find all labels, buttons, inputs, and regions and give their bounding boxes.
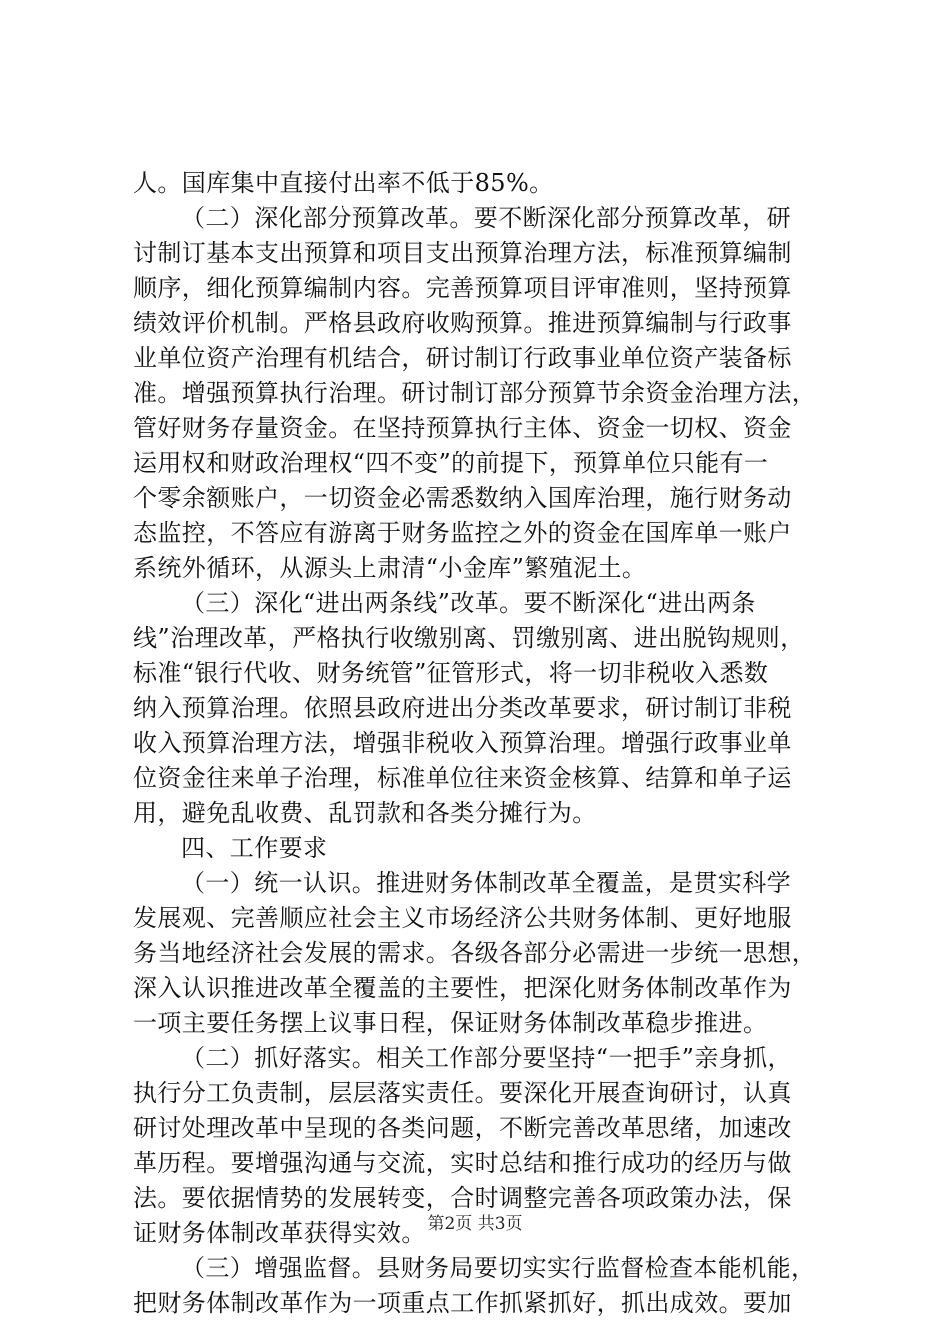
text-line: 位资金往来单子治理，标准单位往来资金核算、结算和单子运 [133,764,792,792]
text-line: 个零余额账户，一切资金必需悉数纳入国库治理，施行财务动 [133,484,792,512]
text-line: 一项主要任务摆上议事日程，保证财务体制改革稳步推进。 [133,1009,768,1037]
text-line: 标准“银行代收、财务统管”征管形式，将一切非税收入悉数 [133,659,769,687]
text-line: （三）深化“进出两条线”改革。要不断深化“进出两条 [181,589,756,617]
text-line: （二）抓好落实。相关工作部分要坚持“一把手”亲身抓， [181,1044,792,1072]
text-line: 讨制订基本支出预算和项目支出预算治理方法，标准预算编制 [133,239,792,267]
text-line: 人。国库集中直接付出率不低于85%。 [133,169,554,197]
text-line: 准。增强预算执行治理。研讨制订部分预算节余资金治理方法， [133,379,817,407]
text-line: （一）统一认识。推进财务体制改革全覆盖，是贯实科学 [181,869,791,897]
page-footer: 第2页 共3页 [427,1214,523,1234]
text-line: 务当地经济社会发展的需求。各级各部分必需进一步统一思想， [133,939,817,967]
text-line: 顺序，细化预算编制内容。完善预算项目评审准则，坚持预算 [133,274,792,302]
text-line: 把财务体制改革作为一项重点工作抓紧抓好，抓出成效。要加 [133,1289,792,1317]
text-line: 执行分工负责制，层层落实责任。要深化开展查询研讨，认真 [133,1079,792,1107]
document-body [133,166,833,1321]
text-line: 收入预算治理方法，增强非税收入预算治理。增强行政事业单 [133,729,792,757]
text-line: 四、工作要求 [181,834,328,862]
text-line: （三）增强监督。县财务局要切实实行监督检查本能机能， [181,1254,816,1282]
text-line: 线”治理改革，严格执行收缴别离、罚缴别离、进出脱钩规则， [133,624,805,652]
text-line: 绩效评价机制。严格县政府收购预算。推进预算编制与行政事 [133,309,792,337]
text-line: 研讨处理改革中呈现的各类问题，不断完善改革思绪，加速改 [133,1114,792,1142]
text-line: 管好财务存量资金。在坚持预算执行主体、资金一切权、资金 [133,414,792,442]
text-line: 发展观、完善顺应社会主义市场经济公共财务体制、更好地服 [133,904,792,932]
text-line: 业单位资产治理有机结合，研讨制订行政事业单位资产装备标 [133,344,792,372]
text-line: 革历程。要增强沟通与交流，实时总结和推行成功的经历与做 [133,1149,792,1177]
text-line: 证财务体制改革获得实效。 [133,1219,426,1247]
text-line: 用，避免乱收费、乱罚款和各类分摊行为。 [133,799,597,827]
text-line: 深入认识推进改革全覆盖的主要性，把深化财务体制改革作为 [133,974,792,1002]
text-line: 态监控，不答应有游离于财务监控之外的资金在国库单一账户 [133,519,792,547]
text-line: 系统外循环，从源头上肃清“小金库”繁殖泥土。 [133,554,647,582]
text-line: （二）深化部分预算改革。要不断深化部分预算改革，研 [181,204,791,232]
text-line: 运用权和财政治理权“四不变”的前提下，预算单位只能有一 [133,449,769,477]
text-line: 法。要依据情势的发展转变，合时调整完善各项政策办法，保 [133,1184,792,1212]
text-line: 纳入预算治理。依照县政府进出分类改革要求，研讨制订非税 [133,694,792,722]
